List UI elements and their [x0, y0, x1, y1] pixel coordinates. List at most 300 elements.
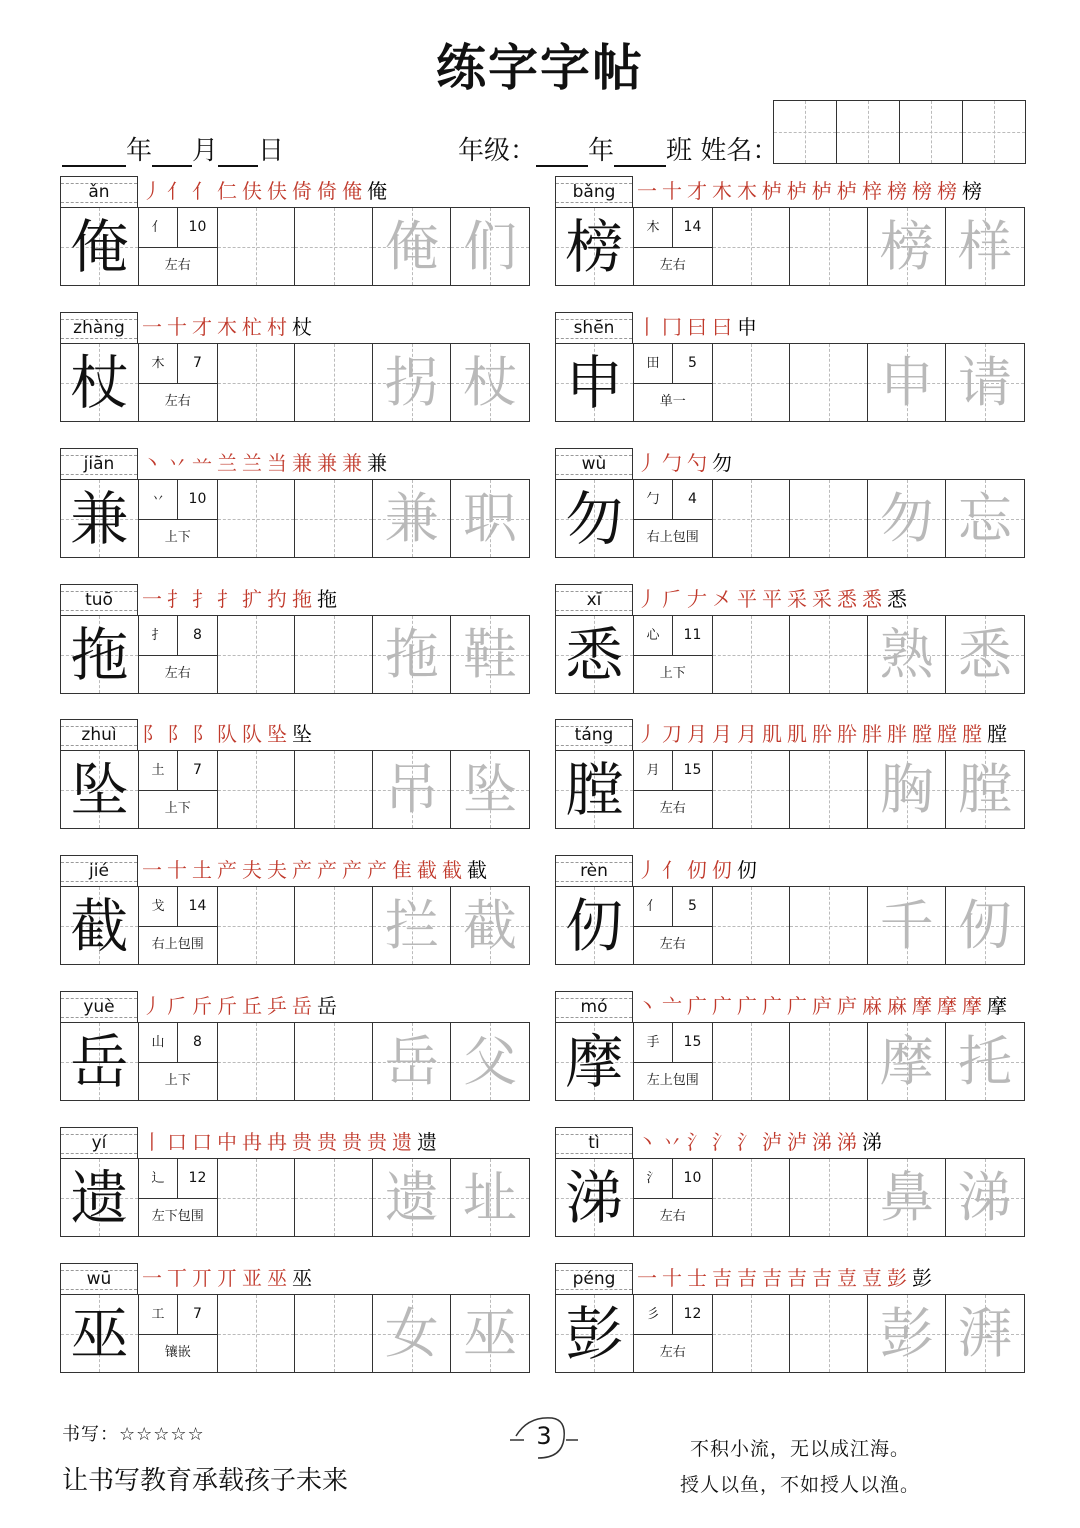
practice-cell[interactable]: [295, 887, 373, 964]
practice-grid: [555, 207, 1025, 286]
practice-cell[interactable]: [713, 616, 791, 693]
stroke-step: 阝: [142, 722, 162, 746]
trace-char: 彭: [879, 1302, 934, 1365]
stroke-step: 𠂆: [167, 994, 187, 1018]
char-info-cell: [139, 1023, 218, 1100]
model-char-cell: [556, 1295, 634, 1372]
stroke-step: 仞: [737, 858, 757, 882]
char-entry-jié: [60, 855, 530, 967]
stroke-step: 刀: [662, 722, 682, 746]
stroke-step: 木: [737, 179, 757, 203]
pinyin-box: [60, 312, 138, 343]
model-char: 兼: [70, 485, 129, 553]
char-entry-bǎng: [555, 176, 1025, 288]
trace-cell[interactable]: [373, 887, 451, 964]
month-blank[interactable]: [152, 137, 192, 167]
stroke-order: [637, 855, 1027, 885]
practice-grid: [555, 615, 1025, 694]
char-entry-rèn: [555, 855, 1025, 967]
pinyin-box: [60, 991, 138, 1022]
grade-label: 年级：: [458, 136, 537, 166]
stroke-step: 丶: [637, 994, 657, 1018]
practice-cell[interactable]: [790, 616, 868, 693]
stroke-step: 彭: [912, 1266, 932, 1290]
practice-cell[interactable]: [218, 208, 296, 285]
stroke-count: 14: [683, 219, 702, 235]
practice-cell[interactable]: [295, 480, 373, 557]
char-info-cell: [634, 344, 713, 421]
model-char: 膛: [565, 756, 624, 824]
stroke-step: 亻: [167, 179, 187, 203]
trace-cell[interactable]: [868, 1295, 946, 1372]
trace-char: 截: [463, 894, 518, 957]
trace-char: 拐: [384, 351, 439, 414]
model-char: 坠: [70, 756, 129, 824]
pinyin: wū: [86, 1269, 112, 1289]
pinyin: tuō: [85, 590, 113, 610]
char-info-cell: [634, 887, 713, 964]
trace-char: 千: [879, 894, 934, 957]
stroke-step: 隹: [392, 858, 412, 882]
stroke-step: 口: [167, 1130, 187, 1154]
class-line: [458, 130, 778, 167]
radical: 山: [139, 1023, 178, 1062]
practice-grid: [555, 343, 1025, 422]
name-cell[interactable]: [837, 101, 900, 163]
stroke-step: 截: [417, 858, 437, 882]
pinyin-box: [555, 719, 633, 750]
trace-cell[interactable]: [946, 344, 1024, 421]
trace-cell[interactable]: [373, 1295, 451, 1372]
trace-cell[interactable]: [868, 1159, 946, 1236]
trace-cell[interactable]: [451, 887, 529, 964]
name-label: 姓名：: [700, 136, 779, 166]
pinyin-box: [555, 855, 633, 886]
pinyin: yuè: [83, 997, 115, 1017]
model-char: 悉: [565, 621, 624, 689]
trace-cell[interactable]: [868, 887, 946, 964]
stroke-step: 丶: [637, 1130, 657, 1154]
quote-line-2: 授人以鱼，不如授人以渔。: [679, 1474, 920, 1496]
practice-cell[interactable]: [295, 344, 373, 421]
trace-char: 鼻: [879, 1166, 934, 1229]
stroke-order: [637, 1263, 1027, 1293]
stroke-count: 10: [188, 491, 207, 507]
trace-char: 仞: [958, 894, 1013, 957]
structure: 左右: [659, 937, 686, 952]
name-cell[interactable]: [963, 101, 1025, 163]
stroke-step: 俺: [342, 179, 362, 203]
char-info-cell: [634, 751, 713, 828]
stroke-count: 14: [188, 898, 207, 914]
trace-char: 勿: [879, 487, 934, 550]
trace-cell[interactable]: [868, 480, 946, 557]
practice-cell[interactable]: [295, 751, 373, 828]
radical: 勹: [634, 480, 673, 519]
trace-char: 们: [463, 215, 518, 278]
trace-char: 址: [463, 1166, 518, 1229]
name-cell[interactable]: [900, 101, 963, 163]
pinyin: rèn: [580, 861, 608, 881]
practice-cell[interactable]: [295, 1023, 373, 1100]
pinyin-box: [555, 312, 633, 343]
stroke-step: 亠: [662, 994, 682, 1018]
stroke-count: 7: [193, 762, 202, 778]
stroke-step: 吉: [712, 1266, 732, 1290]
stroke-step: 扩: [242, 587, 262, 611]
trace-cell[interactable]: [946, 1295, 1024, 1372]
practice-cell[interactable]: [218, 1023, 296, 1100]
stroke-count: 15: [683, 1034, 702, 1050]
practice-cell[interactable]: [218, 344, 296, 421]
trace-cell[interactable]: [373, 1159, 451, 1236]
stroke-step: 贵: [342, 1130, 362, 1154]
radical: 心: [634, 616, 673, 655]
trace-cell[interactable]: [868, 1023, 946, 1100]
stroke-step: 土: [192, 858, 212, 882]
trace-cell[interactable]: [946, 751, 1024, 828]
pinyin-box: [60, 1127, 138, 1158]
structure: 上下: [659, 666, 686, 681]
stroke-step: 栌: [762, 179, 782, 203]
stroke-order: [637, 1127, 1027, 1157]
trace-cell[interactable]: [946, 208, 1024, 285]
model-char: 遗: [70, 1164, 129, 1232]
structure: 上下: [164, 530, 191, 545]
stroke-count: 7: [193, 355, 202, 371]
model-char: 拖: [70, 621, 129, 689]
stroke-order: [637, 584, 1027, 614]
stroke-step: 悉: [862, 587, 882, 611]
trace-cell[interactable]: [868, 616, 946, 693]
month-label: 月: [192, 136, 219, 166]
trace-char: 鞋: [463, 623, 518, 686]
model-char: 摩: [565, 1028, 624, 1096]
stroke-step: 壴: [837, 1266, 857, 1290]
practice-cell[interactable]: [713, 751, 791, 828]
stroke-step: 丿: [637, 451, 657, 475]
stroke-order: [142, 719, 532, 749]
stroke-count: 8: [193, 627, 202, 643]
model-char: 申: [565, 349, 624, 417]
stroke-step: 扌: [217, 587, 237, 611]
trace-char: 吊: [384, 758, 439, 821]
practice-grid: [555, 479, 1025, 558]
stroke-order: [637, 448, 1027, 478]
trace-cell[interactable]: [946, 480, 1024, 557]
pinyin: bǎng: [572, 182, 616, 202]
model-char-cell: [556, 1023, 634, 1100]
stroke-step: 麻: [862, 994, 882, 1018]
practice-cell[interactable]: [790, 208, 868, 285]
trace-char: 熟: [879, 623, 934, 686]
stroke-step: 榜: [912, 179, 932, 203]
trace-char: 涕: [958, 1166, 1013, 1229]
stroke-order: [142, 448, 532, 478]
pinyin: wù: [581, 454, 607, 474]
practice-grid: [555, 1022, 1025, 1101]
trace-cell[interactable]: [451, 1023, 529, 1100]
practice-cell[interactable]: [713, 344, 791, 421]
practice-cell[interactable]: [295, 616, 373, 693]
practice-cell[interactable]: [790, 1023, 868, 1100]
structure: 左下包围: [151, 1209, 204, 1224]
model-char-cell: [61, 887, 139, 964]
stroke-step: 亚: [242, 1266, 262, 1290]
practice-cell[interactable]: [218, 616, 296, 693]
stroke-step: 产: [317, 858, 337, 882]
model-char-cell: [61, 1023, 139, 1100]
practice-grid: [60, 750, 530, 829]
trace-cell[interactable]: [946, 1159, 1024, 1236]
stroke-step: 乒: [267, 994, 287, 1018]
trace-char: 榜: [879, 215, 934, 278]
stroke-count: 8: [193, 1034, 202, 1050]
pinyin: jiān: [83, 454, 115, 474]
trace-cell[interactable]: [373, 208, 451, 285]
practice-cell[interactable]: [713, 1023, 791, 1100]
stroke-step: 中: [217, 1130, 237, 1154]
stroke-step: 杖: [292, 315, 312, 339]
trace-cell[interactable]: [373, 751, 451, 828]
stroke-step: 兼: [367, 451, 387, 475]
stroke-order: [142, 1127, 532, 1157]
practice-cell[interactable]: [790, 480, 868, 557]
stroke-step: 月: [687, 722, 707, 746]
practice-grid: [555, 750, 1025, 829]
trace-char: 申: [879, 351, 934, 414]
char-info-cell: [634, 1023, 713, 1100]
stroke-step: 广: [787, 994, 807, 1018]
stroke-step: 榜: [937, 179, 957, 203]
practice-cell[interactable]: [295, 1159, 373, 1236]
practice-grid: [60, 615, 530, 694]
year-blank[interactable]: [62, 137, 126, 167]
stroke-step: 扌: [167, 587, 187, 611]
model-char: 勿: [565, 485, 624, 553]
char-info-cell: [139, 751, 218, 828]
practice-cell[interactable]: [295, 1295, 373, 1372]
practice-cell[interactable]: [790, 1295, 868, 1372]
practice-cell[interactable]: [790, 887, 868, 964]
trace-char: 父: [463, 1030, 518, 1093]
char-info-cell: [634, 616, 713, 693]
pinyin: táng: [574, 725, 614, 745]
trace-cell[interactable]: [373, 616, 451, 693]
stroke-step: 一: [142, 858, 162, 882]
stroke-step: 丶: [142, 451, 162, 475]
stroke-step: 丿: [142, 179, 162, 203]
practice-cell[interactable]: [218, 1295, 296, 1372]
stroke-step: 丌: [192, 1266, 212, 1290]
stroke-step: 遗: [392, 1130, 412, 1154]
stroke-step: 巫: [292, 1266, 312, 1290]
radical: 戈: [139, 887, 178, 926]
stroke-step: 倚: [317, 179, 337, 203]
model-char: 仞: [565, 892, 624, 960]
practice-cell[interactable]: [790, 751, 868, 828]
practice-cell[interactable]: [218, 1159, 296, 1236]
pinyin-box: [60, 719, 138, 750]
stroke-step: 膛: [987, 722, 1007, 746]
trace-cell[interactable]: [868, 208, 946, 285]
page-title: 练字字帖: [436, 39, 644, 97]
trace-cell[interactable]: [451, 751, 529, 828]
pinyin: zhuì: [81, 725, 117, 745]
trace-cell[interactable]: [451, 208, 529, 285]
stroke-step: 申: [737, 315, 757, 339]
model-char-cell: [61, 1295, 139, 1372]
practice-cell[interactable]: [713, 480, 791, 557]
practice-cell[interactable]: [713, 1295, 791, 1372]
trace-cell[interactable]: [373, 480, 451, 557]
stroke-step: 亻: [662, 858, 682, 882]
trace-char: 拖: [384, 623, 439, 686]
stroke-step: 队: [242, 722, 262, 746]
trace-cell[interactable]: [373, 344, 451, 421]
stroke-step: 斤: [217, 994, 237, 1018]
stroke-step: 截: [442, 858, 462, 882]
trace-cell[interactable]: [451, 616, 529, 693]
model-char: 榜: [565, 213, 624, 281]
stroke-step: 栌: [812, 179, 832, 203]
pinyin-box: [60, 1263, 138, 1294]
trace-cell[interactable]: [451, 1159, 529, 1236]
class-blank[interactable]: [614, 137, 666, 167]
stroke-count: 10: [683, 1170, 702, 1186]
practice-grid: [555, 886, 1025, 965]
stroke-step: 涕: [862, 1130, 882, 1154]
stroke-step: 庐: [837, 994, 857, 1018]
pinyin-box: [555, 448, 633, 479]
char-entry-zhàng: [60, 312, 530, 424]
practice-cell[interactable]: [790, 1159, 868, 1236]
quote-line-1: 不积小流，无以成江海。: [689, 1438, 910, 1460]
trace-char: 膛: [958, 758, 1013, 821]
stroke-step: 摩: [912, 994, 932, 1018]
practice-cell[interactable]: [713, 887, 791, 964]
rating-label: 书写：☆☆☆☆☆: [62, 1424, 205, 1445]
practice-grid: [555, 1294, 1025, 1373]
day-blank[interactable]: [218, 137, 258, 167]
char-info-cell: [634, 480, 713, 557]
trace-cell[interactable]: [946, 887, 1024, 964]
trace-char: 俺: [384, 215, 439, 278]
stroke-step: 伕: [242, 179, 262, 203]
stroke-count: 15: [683, 762, 702, 778]
stroke-step: 泸: [762, 1130, 782, 1154]
trace-cell[interactable]: [868, 344, 946, 421]
practice-cell[interactable]: [713, 208, 791, 285]
char-entry-jiān: [60, 448, 530, 560]
practice-cell[interactable]: [713, 1159, 791, 1236]
pinyin-box: [555, 991, 633, 1022]
name-cell[interactable]: [774, 101, 837, 163]
trace-cell[interactable]: [868, 751, 946, 828]
char-entry-ǎn: [60, 176, 530, 288]
model-char-cell: [61, 344, 139, 421]
practice-cell[interactable]: [218, 887, 296, 964]
stroke-step: 巫: [267, 1266, 287, 1290]
structure: 上下: [164, 801, 191, 816]
stroke-order: [142, 855, 532, 885]
stroke-step: 丿: [637, 858, 657, 882]
model-char: 杖: [70, 349, 129, 417]
trace-char: 遗: [384, 1166, 439, 1229]
stroke-step: 扚: [267, 587, 287, 611]
stroke-step: 广: [762, 994, 782, 1018]
char-entry-shēn: [555, 312, 1025, 424]
stroke-step: 平: [737, 587, 757, 611]
stroke-step: 扌: [192, 587, 212, 611]
stroke-step: 膛: [962, 722, 982, 746]
grade-blank[interactable]: [536, 137, 588, 167]
model-char-cell: [61, 1159, 139, 1236]
practice-grid: [60, 343, 530, 422]
stroke-step: 勺: [687, 451, 707, 475]
stroke-order: [142, 584, 532, 614]
stroke-step: 彭: [887, 1266, 907, 1290]
stroke-step: 兰: [217, 451, 237, 475]
structure: 左上包围: [646, 1073, 699, 1088]
name-grid[interactable]: [773, 100, 1026, 164]
stroke-step: 㐅: [712, 587, 732, 611]
char-entry-tuō: [60, 584, 530, 696]
stroke-step: 亻: [192, 179, 212, 203]
model-char-cell: [61, 208, 139, 285]
structure: 左右: [659, 801, 686, 816]
stroke-order: [637, 312, 1027, 342]
trace-cell[interactable]: [451, 344, 529, 421]
stroke-step: 十: [167, 858, 187, 882]
practice-cell[interactable]: [218, 751, 296, 828]
practice-cell[interactable]: [790, 344, 868, 421]
model-char-cell: [556, 751, 634, 828]
model-char-cell: [61, 751, 139, 828]
stroke-step: 产: [367, 858, 387, 882]
trace-cell[interactable]: [451, 1295, 529, 1372]
slogan: 让书写教育承载孩子未来: [62, 1466, 349, 1496]
trace-cell[interactable]: [373, 1023, 451, 1100]
trace-cell[interactable]: [946, 616, 1024, 693]
stroke-step: 摩: [937, 994, 957, 1018]
day-label: 日: [258, 136, 285, 166]
trace-char: 杖: [463, 351, 518, 414]
trace-char: 样: [958, 215, 1013, 278]
trace-cell[interactable]: [946, 1023, 1024, 1100]
stroke-step: 𠂇: [687, 587, 707, 611]
pinyin-box: [60, 176, 138, 207]
stroke-step: 涕: [837, 1130, 857, 1154]
char-entry-xī: [555, 584, 1025, 696]
stroke-step: 泸: [787, 1130, 807, 1154]
stroke-step: 坠: [267, 722, 287, 746]
radical: 扌: [139, 616, 178, 655]
model-char-cell: [556, 1159, 634, 1236]
model-char: 巫: [70, 1300, 129, 1368]
trace-cell[interactable]: [451, 480, 529, 557]
practice-cell[interactable]: [295, 208, 373, 285]
stroke-step: 吉: [812, 1266, 832, 1290]
trace-char: 岳: [384, 1030, 439, 1093]
stroke-step: 丿: [637, 587, 657, 611]
practice-cell[interactable]: [218, 480, 296, 557]
stroke-step: 十: [167, 315, 187, 339]
structure: 单一: [659, 394, 686, 409]
stroke-step: 一: [637, 1266, 657, 1290]
stroke-step: 一: [142, 587, 162, 611]
structure: 左右: [659, 1209, 686, 1224]
